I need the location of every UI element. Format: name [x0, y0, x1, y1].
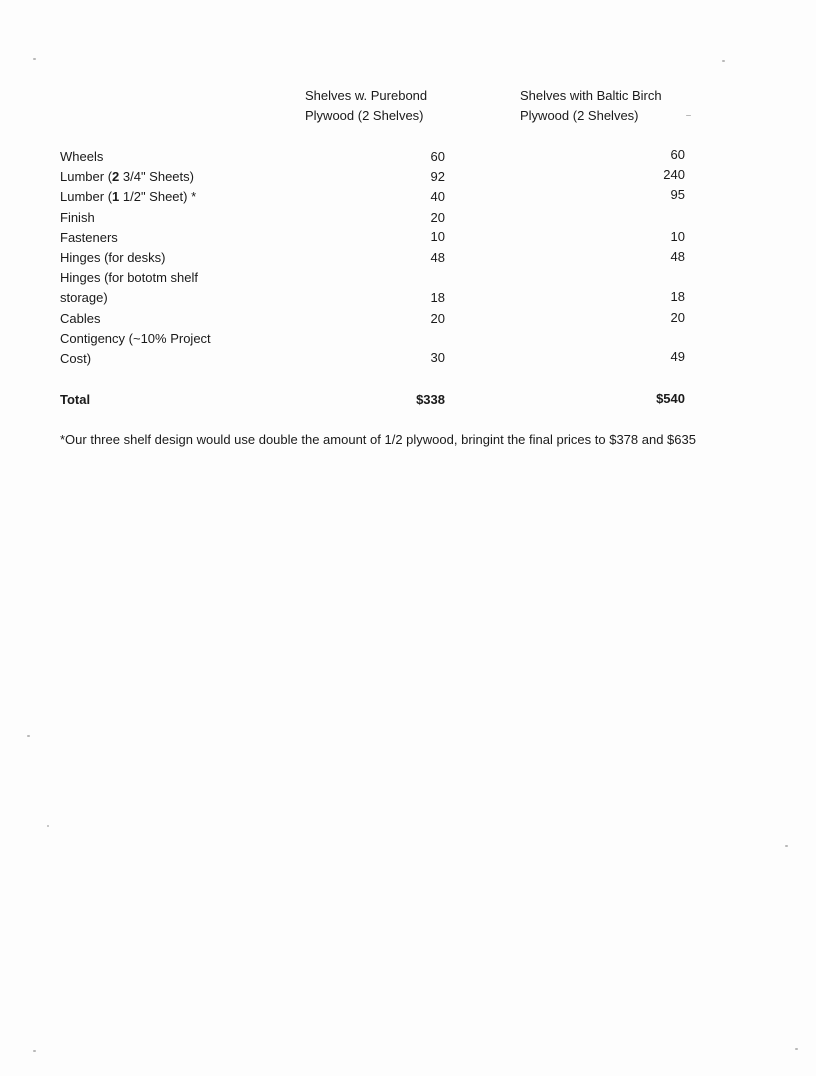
column-header-line: Shelves with Baltic Birch	[520, 88, 662, 103]
purebond-value: 60	[430, 149, 445, 164]
purebond-value: 30	[430, 350, 445, 365]
purebond-value: 92	[430, 169, 445, 184]
purebond-value: 18	[430, 290, 445, 305]
scan-speck	[785, 845, 788, 847]
row-label-line: Hinges (for bototm shelf	[60, 270, 199, 285]
row-label-text: Lumber (	[60, 189, 113, 204]
purebond-value: 10	[430, 229, 445, 244]
baltic-value: 95	[670, 187, 685, 202]
baltic-value: 48	[670, 249, 685, 264]
column-header-line: Shelves w. Purebond	[305, 88, 428, 103]
baltic-value: 10	[670, 229, 685, 244]
baltic-value: 20	[670, 310, 685, 325]
scan-speck	[722, 60, 725, 62]
row-label	[60, 167, 290, 187]
row-label: Finish	[60, 210, 95, 225]
column-header-line: Plywood (2 Shelves)	[520, 108, 639, 123]
column-header-purebond	[305, 86, 427, 126]
scan-speck	[686, 115, 691, 116]
row-label: Cables	[60, 311, 101, 326]
footnote: *Our three shelf design would use double the amount of 1/2 plywood, bringint the final prices to $378 and $635	[60, 432, 696, 447]
row-label-text: 1/2" Sheet) *	[119, 189, 197, 204]
row-label-qty: 2	[112, 169, 120, 184]
row-label-line: Contigency (~10% Project	[60, 331, 211, 346]
row-label-text: Lumber (	[60, 169, 113, 184]
baltic-total: $540	[656, 391, 685, 406]
total-label: Total	[60, 392, 91, 407]
scan-speck	[795, 1048, 798, 1050]
row-label-line: Cost)	[60, 351, 92, 366]
purebond-value: 48	[430, 250, 445, 265]
baltic-value: 49	[670, 349, 685, 364]
row-label: Hinges (for desks)	[60, 250, 166, 265]
row-label	[60, 187, 290, 207]
baltic-value: 18	[670, 289, 685, 304]
scan-speck	[27, 735, 30, 737]
row-label	[60, 268, 290, 308]
baltic-value: 240	[663, 167, 685, 182]
row-label	[60, 329, 290, 369]
scan-speck	[33, 58, 36, 60]
baltic-value: 60	[670, 147, 685, 162]
column-header-baltic-birch	[520, 86, 662, 126]
scan-speck	[47, 825, 49, 827]
row-label-text: 3/4" Sheets)	[119, 169, 194, 184]
row-label-qty: 1	[112, 189, 120, 204]
purebond-value: 20	[430, 210, 445, 225]
purebond-value: 20	[430, 311, 445, 326]
scan-speck	[33, 1050, 36, 1052]
row-label: Wheels	[60, 149, 104, 164]
row-label: Fasteners	[60, 230, 118, 245]
purebond-total: $338	[416, 392, 445, 407]
column-header-line: Plywood (2 Shelves)	[305, 108, 424, 123]
row-label-line: storage)	[60, 290, 108, 305]
purebond-value: 40	[430, 189, 445, 204]
